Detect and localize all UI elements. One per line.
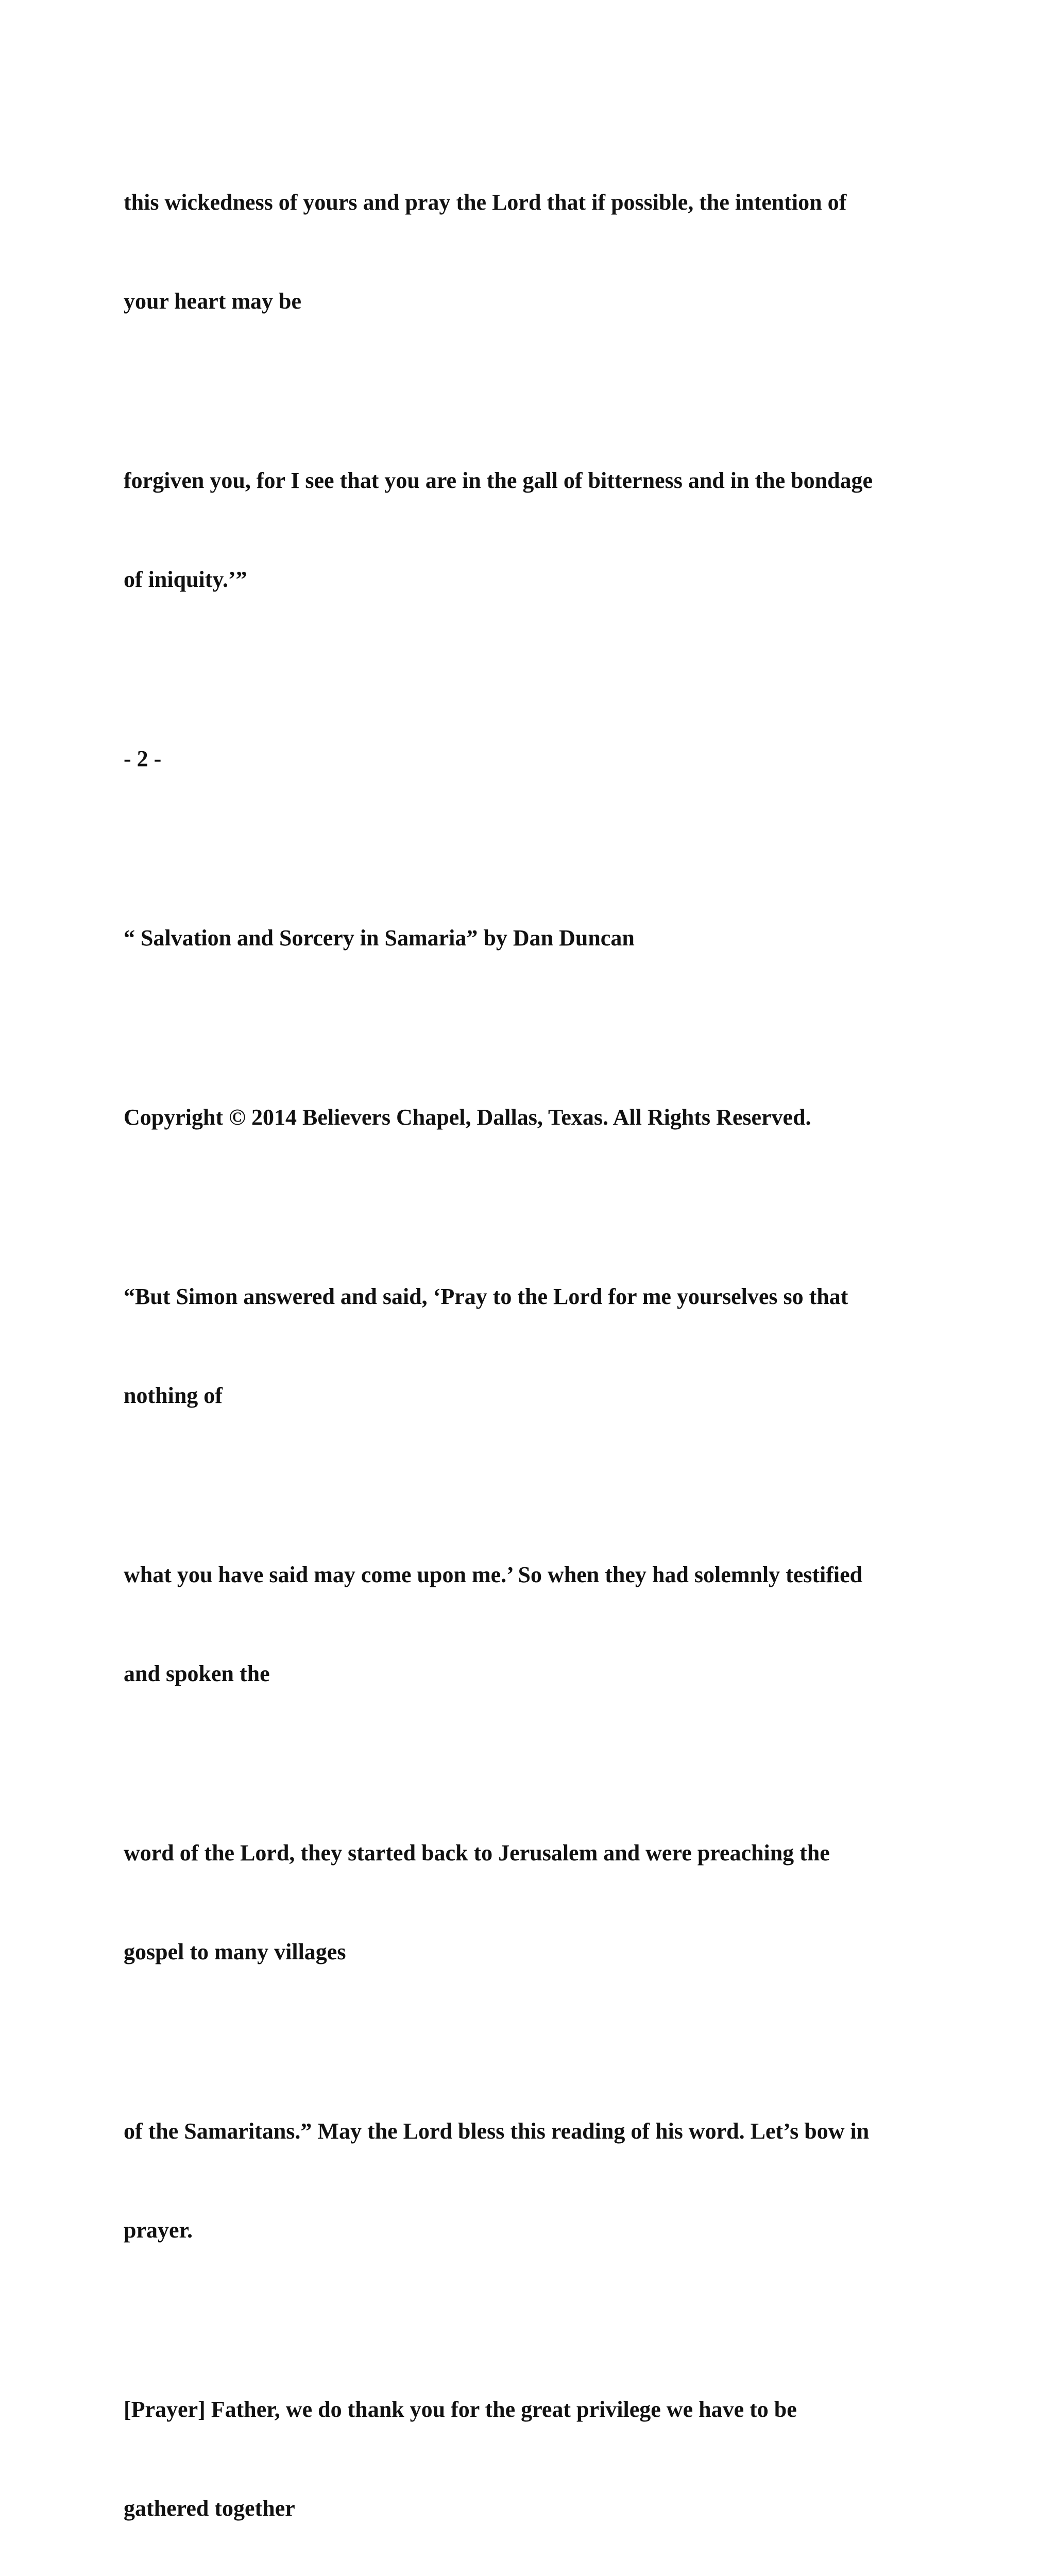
paragraph-1 <box>124 120 938 384</box>
text-line: [Prayer] Father, we do thank you for the great privilege we have to be <box>124 2397 797 2422</box>
copyright-notice <box>124 1035 938 1200</box>
text-line: of the Samaritans.” May the Lord bless this reading of his word. Let’s bow in <box>124 2119 870 2144</box>
page-number <box>124 676 938 841</box>
text-line: what you have said may come upon me.’ So when they had solemnly testified <box>124 1562 863 1587</box>
page-number-text: - 2 - <box>124 746 162 771</box>
text-line: gospel to many villages <box>124 1939 346 1964</box>
text-line: your heart may be <box>124 289 302 314</box>
text-line: prayer. <box>124 2217 193 2243</box>
text-line: forgiven you, for I see that you are in the gall of bitterness and in the bondage <box>124 468 873 493</box>
text-line: word of the Lord, they started back to Jerusalem and were preaching the <box>124 1840 830 1866</box>
paragraph-2 <box>124 398 938 662</box>
paragraph-9 <box>124 2049 938 2313</box>
text-line: nothing of <box>124 1383 223 1408</box>
sermon-title <box>124 856 938 1021</box>
paragraph-10 <box>124 2327 938 2576</box>
paragraph-6 <box>124 1214 938 1478</box>
copyright-text: Copyright © 2014 Believers Chapel, Dallas, Texas. All Rights Reserved. <box>124 1105 811 1130</box>
text-line: and spoken the <box>124 1661 270 1686</box>
text-line: this wickedness of yours and pray the Lord that if possible, the intention of <box>124 190 847 215</box>
sermon-title-text: “ Salvation and Sorcery in Samaria” by Dan Duncan <box>124 925 635 951</box>
text-line: of iniquity.’” <box>124 567 247 592</box>
text-line: gathered together <box>124 2496 295 2521</box>
paragraph-7 <box>124 1493 938 1756</box>
text-line: “But Simon answered and said, ‘Pray to the Lord for me yourselves so that <box>124 1284 848 1309</box>
document-body <box>124 120 938 2576</box>
paragraph-8 <box>124 1771 938 2035</box>
